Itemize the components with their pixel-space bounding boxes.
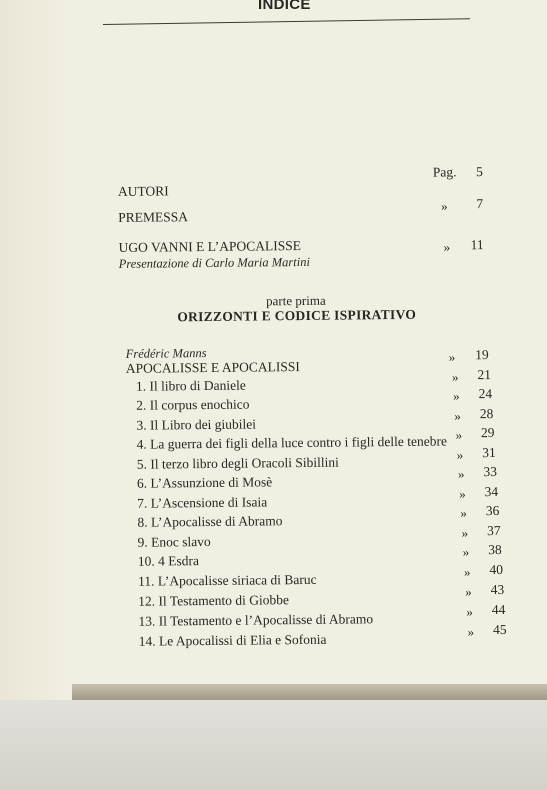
- page-marker: »: [460, 505, 467, 521]
- page-marker: »: [453, 388, 460, 404]
- chapter-title: 4. La guerra dei figli della luce contro i figli delle tenebre: [136, 433, 448, 452]
- toc-entry-title: PREMESSA: [118, 209, 189, 225]
- chapter-title: 10. 4 Esdra: [137, 553, 200, 569]
- part-title: ORIZZONTI E CODICE ISPIRATIVO: [177, 306, 417, 325]
- toc-entry-subtitle: Presentazione di Carlo Maria Martini: [118, 254, 310, 271]
- page-column-label: Pag.: [432, 164, 457, 180]
- page-marker: »: [448, 349, 456, 365]
- toc-entry-title: UGO VANNI E L’APOCALISSE: [118, 238, 302, 255]
- section-title: APOCALISSE E APOCALISSI: [125, 359, 300, 376]
- background-surface: [0, 700, 547, 790]
- page-marker: »: [462, 544, 470, 560]
- page-number: 40: [489, 561, 504, 578]
- page-number: 24: [478, 386, 493, 402]
- chapter-title: 13. Il Testamento e l’Apocalisse di Abramo: [138, 611, 374, 629]
- page-marker: »: [467, 624, 475, 640]
- index-heading: INDICE: [258, 0, 311, 13]
- page-number: 44: [491, 601, 506, 618]
- page-number: 37: [486, 522, 501, 539]
- chapter-title: 14. Le Apocalissi di Elia e Sofonia: [138, 631, 327, 649]
- toc-entry-title: AUTORI: [117, 183, 169, 199]
- page-number: 21: [477, 367, 491, 383]
- page-number: 36: [485, 502, 500, 519]
- page-marker: »: [457, 466, 465, 482]
- page-number: 19: [475, 347, 489, 363]
- chapter-title: 3. Il Libro dei giubilei: [136, 416, 257, 433]
- page-number: 45: [492, 621, 507, 638]
- part-label: parte prima: [266, 292, 326, 309]
- page-number: 7: [476, 196, 484, 212]
- page-marker: »: [463, 564, 471, 580]
- chapter-title: 6. L’Assunzione di Mosè: [136, 474, 273, 491]
- chapter-title: 5. Il terzo libro degli Oracoli Sibillini: [136, 454, 339, 472]
- page-marker: »: [461, 525, 469, 541]
- chapter-title: 12. Il Testamento di Giobbe: [138, 592, 289, 609]
- page-marker: »: [454, 408, 461, 424]
- page-marker: »: [441, 198, 448, 214]
- chapter-title: 2. Il corpus enochico: [136, 396, 250, 413]
- page-marker: »: [466, 604, 473, 620]
- chapter-title: 11. L’Apocalisse siriaca di Baruc: [137, 571, 317, 589]
- page-marker: »: [451, 369, 459, 385]
- chapter-title: 9. Enoc slavo: [137, 533, 211, 550]
- chapter-title: 1. Il libro di Daniele: [135, 377, 246, 394]
- page-number: 34: [484, 483, 499, 500]
- page-number: 43: [490, 581, 505, 598]
- page-number: 5: [475, 164, 483, 180]
- page-marker: »: [459, 486, 466, 502]
- page-number: 33: [483, 463, 497, 480]
- page-marker: »: [465, 584, 472, 600]
- page-marker: »: [443, 239, 451, 255]
- page-number: 29: [480, 424, 495, 441]
- chapter-title: 8. L’Apocalisse di Abramo: [137, 513, 283, 530]
- page-marker: »: [456, 447, 464, 463]
- page-number: 11: [470, 237, 484, 253]
- page-number: 38: [488, 541, 502, 558]
- page-number: 28: [479, 406, 494, 422]
- chapter-title: 7. L’Ascensione di Isaia: [137, 494, 268, 511]
- page-number: 31: [482, 444, 496, 461]
- section-author: Frédéric Manns: [125, 346, 207, 361]
- page-marker: »: [455, 427, 463, 443]
